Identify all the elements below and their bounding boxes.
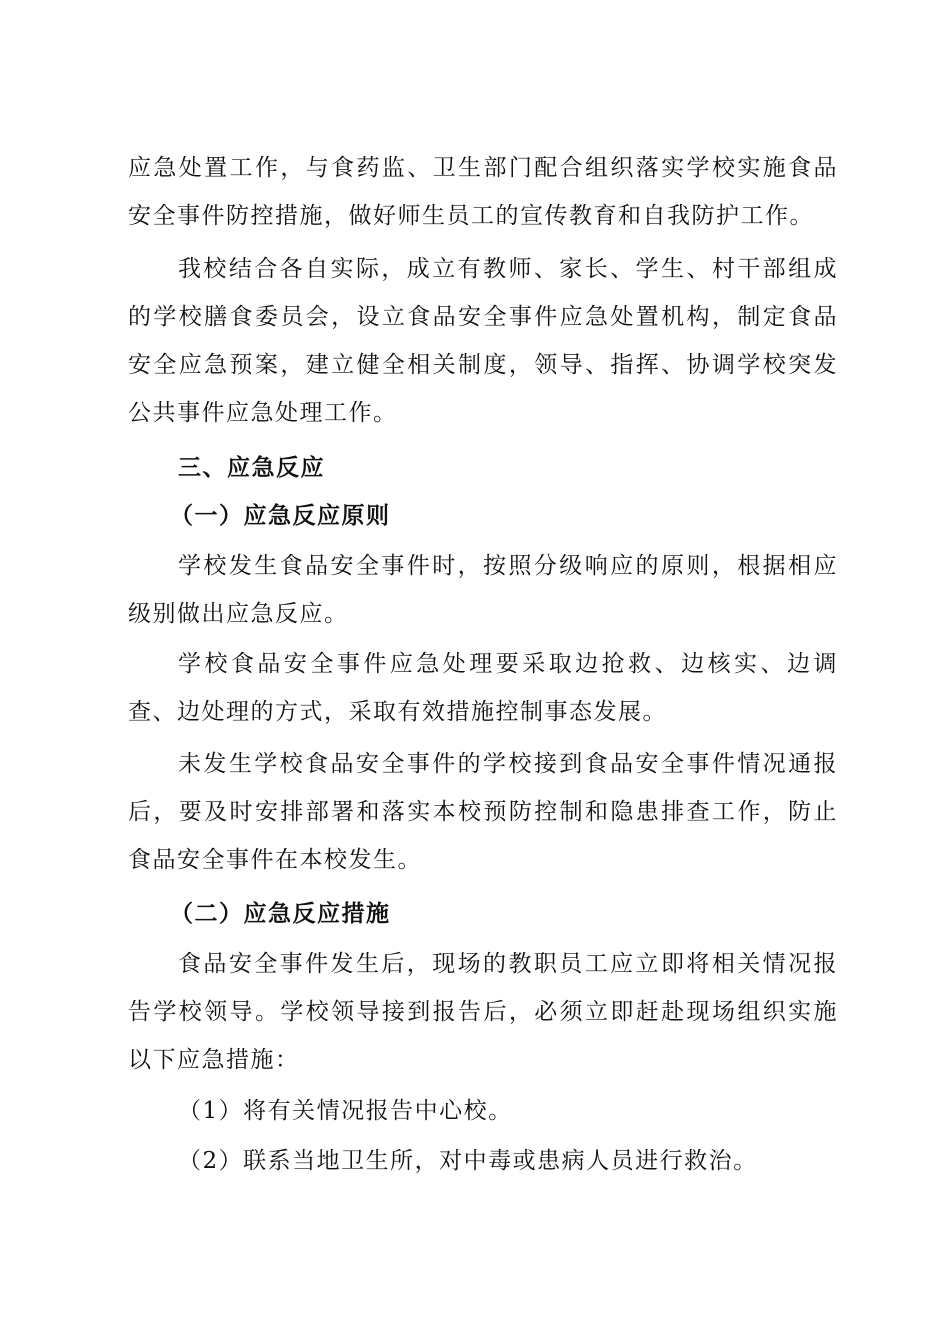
paragraph-prevention: 未发生学校食品安全事件的学校接到食品安全事件情况通报后，要及时安排部署和落实本校预防控制和隐患排查工作，防止食品安全事件在本校发生。 [128,751,838,873]
paragraph-school-committee: 我校结合各自实际，成立有教师、家长、学生、村干部组成的学校膳食委员会，设立食品安全事件应急处置机构，制定食品安全应急预案，建立健全相关制度，领导、指挥、协调学校突发公共事件应急处理工作。 [128,256,838,426]
paragraph-handling-method: 学校食品安全事件应急处理要采取边抢救、边核实、边调查、边处理的方式，采取有效措施控制事态发展。 [128,651,838,725]
list-item-1: （1）将有关情况报告中心校。 [178,1098,513,1124]
heading-section-3: 三、应急反应 [178,454,325,481]
list-item-2: （2）联系当地卫生所，对中毒或患病人员进行救治。 [178,1148,758,1174]
paragraph-emergency-handling: 应急处置工作，与食药监、卫生部门配合组织落实学校实施食品安全事件防控措施，做好师生员工的宣传教育和自我防护工作。 [128,155,838,229]
paragraph-report-procedure: 食品安全事件发生后，现场的教职员工应立即将相关情况报告学校领导。学校领导接到报告后，必须立即赶赴现场组织实施以下应急措施： [128,951,838,1073]
paragraph-graded-response: 学校发生食品安全事件时，按照分级响应的原则，根据相应级别做出应急反应。 [128,553,838,627]
heading-response-principles: （一）应急反应原则 [170,502,391,529]
heading-response-measures: （二）应急反应措施 [170,900,391,927]
